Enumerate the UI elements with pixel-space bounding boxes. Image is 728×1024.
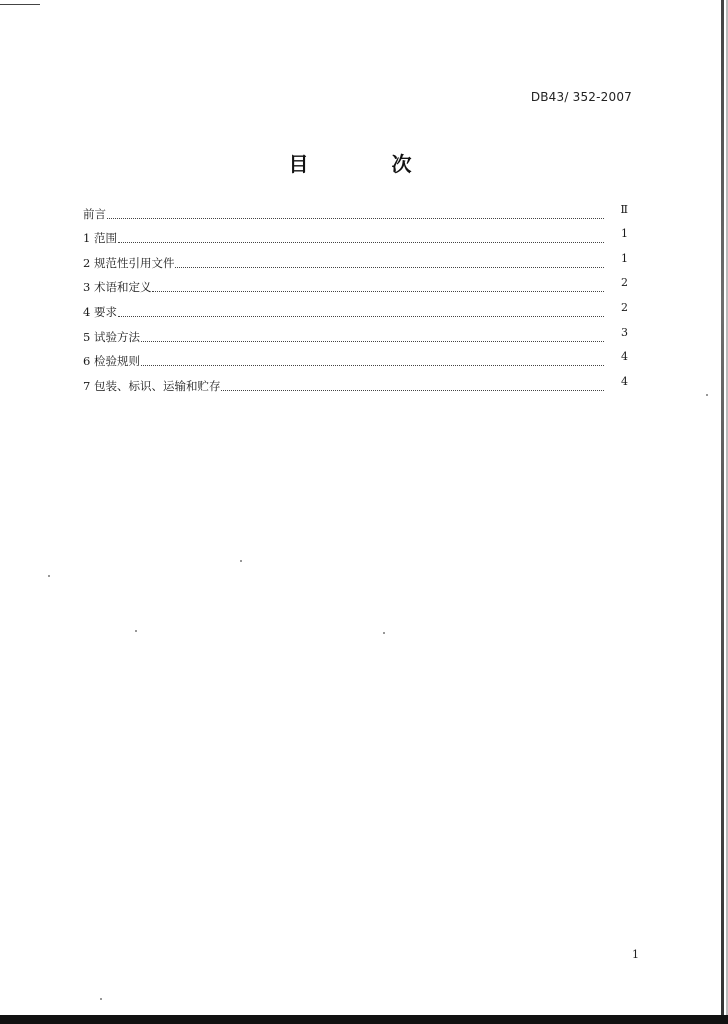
dot-leader — [141, 365, 604, 366]
toc-entry-page: 1 — [621, 251, 628, 265]
scan-speck — [240, 560, 242, 562]
scan-artifact-bottom-edge — [0, 1015, 728, 1024]
toc-entry-page: 1 — [621, 227, 628, 241]
scan-speck — [706, 394, 708, 396]
toc-entry-page: 2 — [621, 276, 628, 290]
dot-leader — [118, 242, 604, 243]
toc-entry-test-methods[interactable] — [83, 320, 628, 345]
toc-entry-label: 1 范围 — [83, 231, 117, 246]
toc-entry-label: 3 术语和定义 — [83, 280, 152, 295]
toc-entry-label: 5 试验方法 — [83, 329, 140, 344]
toc-entry-page: 2 — [621, 300, 628, 314]
toc-entry-normative-references[interactable] — [83, 246, 628, 271]
toc-entry-terms-definitions[interactable] — [83, 271, 628, 296]
table-of-contents — [83, 197, 628, 394]
scan-speck — [135, 630, 137, 632]
toc-entry-foreword[interactable] — [83, 197, 628, 222]
toc-entry-page: 3 — [621, 325, 628, 339]
standard-code: DB43/ 352-2007 — [530, 90, 632, 104]
scan-artifact-top — [0, 4, 40, 5]
scan-speck — [383, 632, 385, 634]
dot-leader — [107, 218, 604, 219]
page-number: 1 — [632, 948, 639, 961]
toc-entry-page: Ⅱ — [620, 202, 628, 216]
toc-entry-page: 4 — [621, 374, 628, 388]
toc-entry-label: 7 包装、标识、运输和贮存 — [83, 378, 221, 393]
dot-leader — [141, 341, 604, 342]
toc-entry-requirements[interactable] — [83, 295, 628, 320]
scan-speck — [100, 998, 102, 1000]
toc-entry-label: 前言 — [83, 206, 106, 221]
toc-entry-scope[interactable] — [83, 222, 628, 247]
toc-entry-label: 4 要求 — [83, 304, 117, 319]
toc-entry-page: 4 — [621, 350, 628, 364]
dot-leader — [221, 390, 604, 391]
dot-leader — [152, 291, 604, 292]
toc-entry-label: 2 规范性引用文件 — [83, 255, 175, 270]
toc-entry-inspection-rules[interactable] — [83, 345, 628, 370]
scan-artifact-right-edge — [721, 0, 724, 1015]
dot-leader — [175, 267, 604, 268]
toc-entry-packaging-marking[interactable] — [83, 369, 628, 394]
scan-speck — [48, 575, 50, 577]
toc-entry-label: 6 检验规则 — [83, 354, 140, 369]
toc-title: 目 次 — [288, 152, 450, 176]
dot-leader — [118, 316, 604, 317]
